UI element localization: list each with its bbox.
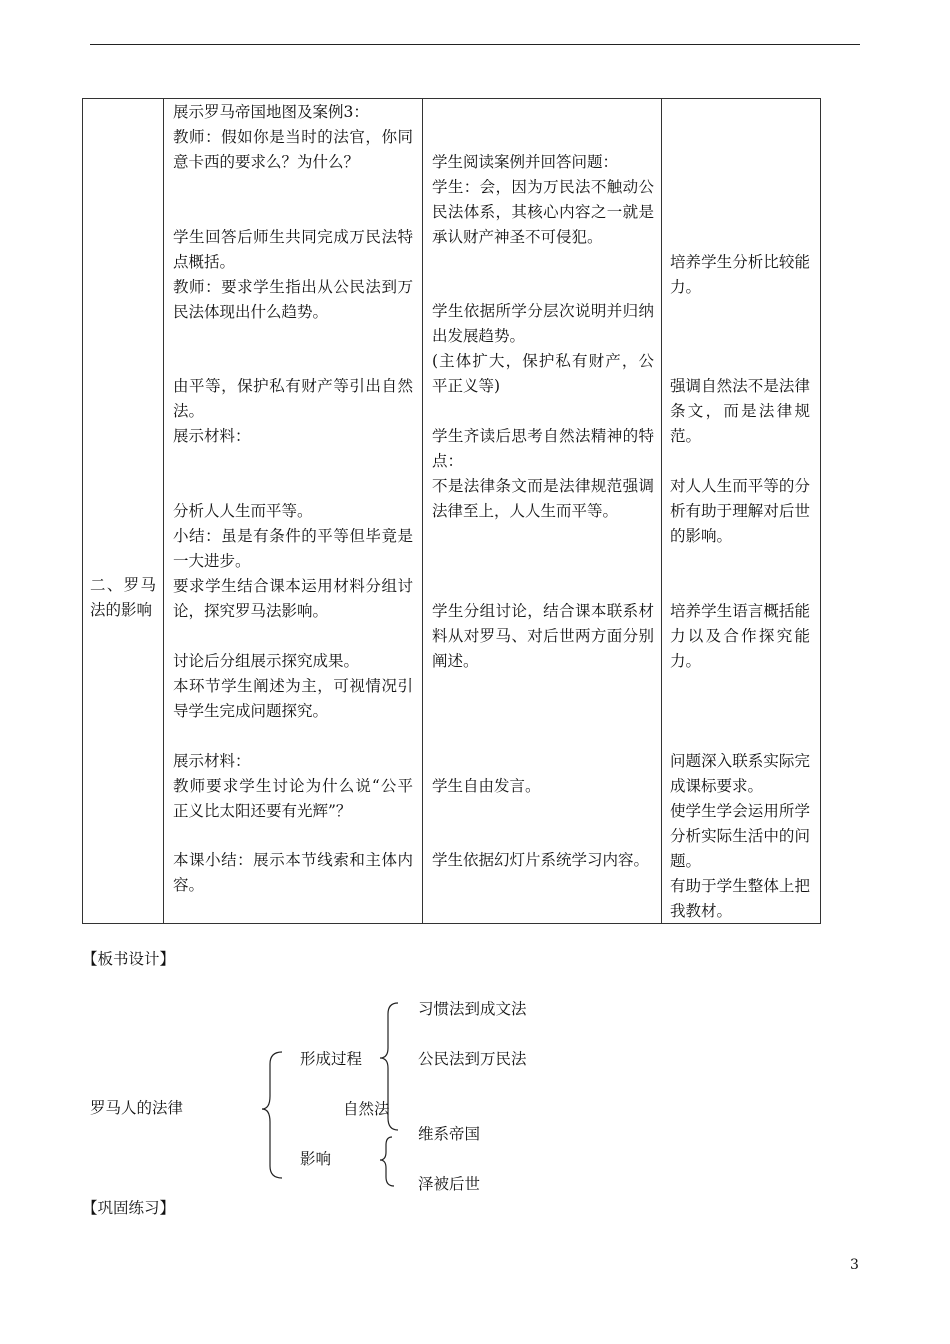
student-block: 学生阅读案例并回答问题： 学生：会，因为万民法不触动公民法体系，其核心内容之一就是承认财产神圣不可侵犯。 bbox=[432, 153, 654, 246]
board-branch-influence: 影响 bbox=[300, 1150, 332, 1168]
exercise-heading: 【巩固练习】 bbox=[82, 1199, 176, 1217]
student-block: 学生自由发言。 bbox=[432, 777, 541, 795]
intent-block: 培养学生分析比较能力。 bbox=[670, 253, 810, 296]
intent-block: 问题深入联系实际完成课标要求。 使学生学会运用所学分析实际生活中的问题。 有助于学生整体上把我教材。 bbox=[670, 752, 810, 920]
board-branch-formation: 形成过程 bbox=[300, 1050, 363, 1068]
student-block: 学生依据所学分层次说明并归纳出发展趋势。 (主体扩大，保护私有财产，公平正义等) bbox=[432, 302, 654, 395]
intent-block: 培养学生语言概括能力以及合作探究能力。 bbox=[670, 602, 810, 670]
teacher-block: 分析人人生而平等。 小结：虽是有条件的平等但毕竟是一大进步。 要求学生结合课本运用材料分组讨论，探究罗马法影响。 bbox=[173, 502, 413, 620]
board-leaf: 泽被后世 bbox=[418, 1175, 481, 1193]
board-leaf: 维系帝国 bbox=[418, 1125, 481, 1143]
board-middle: 自然法 bbox=[343, 1100, 390, 1118]
intent-block: 强调自然法不是法律条文，而是法律规范。 bbox=[670, 377, 810, 445]
board-design-heading: 【板书设计】 bbox=[82, 950, 176, 968]
student-block: 学生分组讨论，结合课本联系材料从对罗马、对后世两方面分别阐述。 bbox=[432, 602, 654, 670]
intent-block: 对人人生而平等的分析有助于理解对后世的影响。 bbox=[670, 477, 810, 545]
teacher-block: 讨论后分组展示探究成果。 本环节学生阐述为主，可视情况引导学生完成问题探究。 bbox=[173, 652, 413, 720]
board-leaf: 习惯法到成文法 bbox=[418, 1000, 527, 1018]
section-title: 二、罗马法的影响 bbox=[90, 576, 156, 619]
teacher-block: 由平等，保护私有财产等引出自然法。 展示材料： bbox=[173, 377, 413, 445]
page-number: 3 bbox=[850, 1257, 859, 1273]
brace-formation bbox=[380, 1003, 398, 1130]
brace-influence bbox=[380, 1137, 394, 1186]
teacher-block: 展示罗马帝国地图及案例3： 教师：假如你是当时的法官，你同意卡西的要求么？为什么？ bbox=[173, 103, 413, 171]
teacher-block: 学生回答后师生共同完成万民法特点概括。 教师：要求学生指出从公民法到万民法体现出什么趋势。 bbox=[173, 228, 413, 321]
teacher-block: 展示材料： 教师要求学生讨论为什么说“公平正义比太阳还要有光辉”？ bbox=[173, 752, 413, 820]
student-block: 学生依据幻灯片系统学习内容。 bbox=[432, 851, 650, 869]
board-root: 罗马人的法律 bbox=[90, 1099, 184, 1117]
board-leaf: 公民法到万民法 bbox=[418, 1050, 527, 1068]
student-block: 学生齐读后思考自然法精神的特点： 不是法律条文而是法律规范强调法律至上，人人生而平等。 bbox=[432, 427, 654, 520]
teacher-block: 本课小结：展示本节线索和主体内容。 bbox=[173, 851, 413, 894]
brace-left bbox=[262, 1052, 282, 1178]
